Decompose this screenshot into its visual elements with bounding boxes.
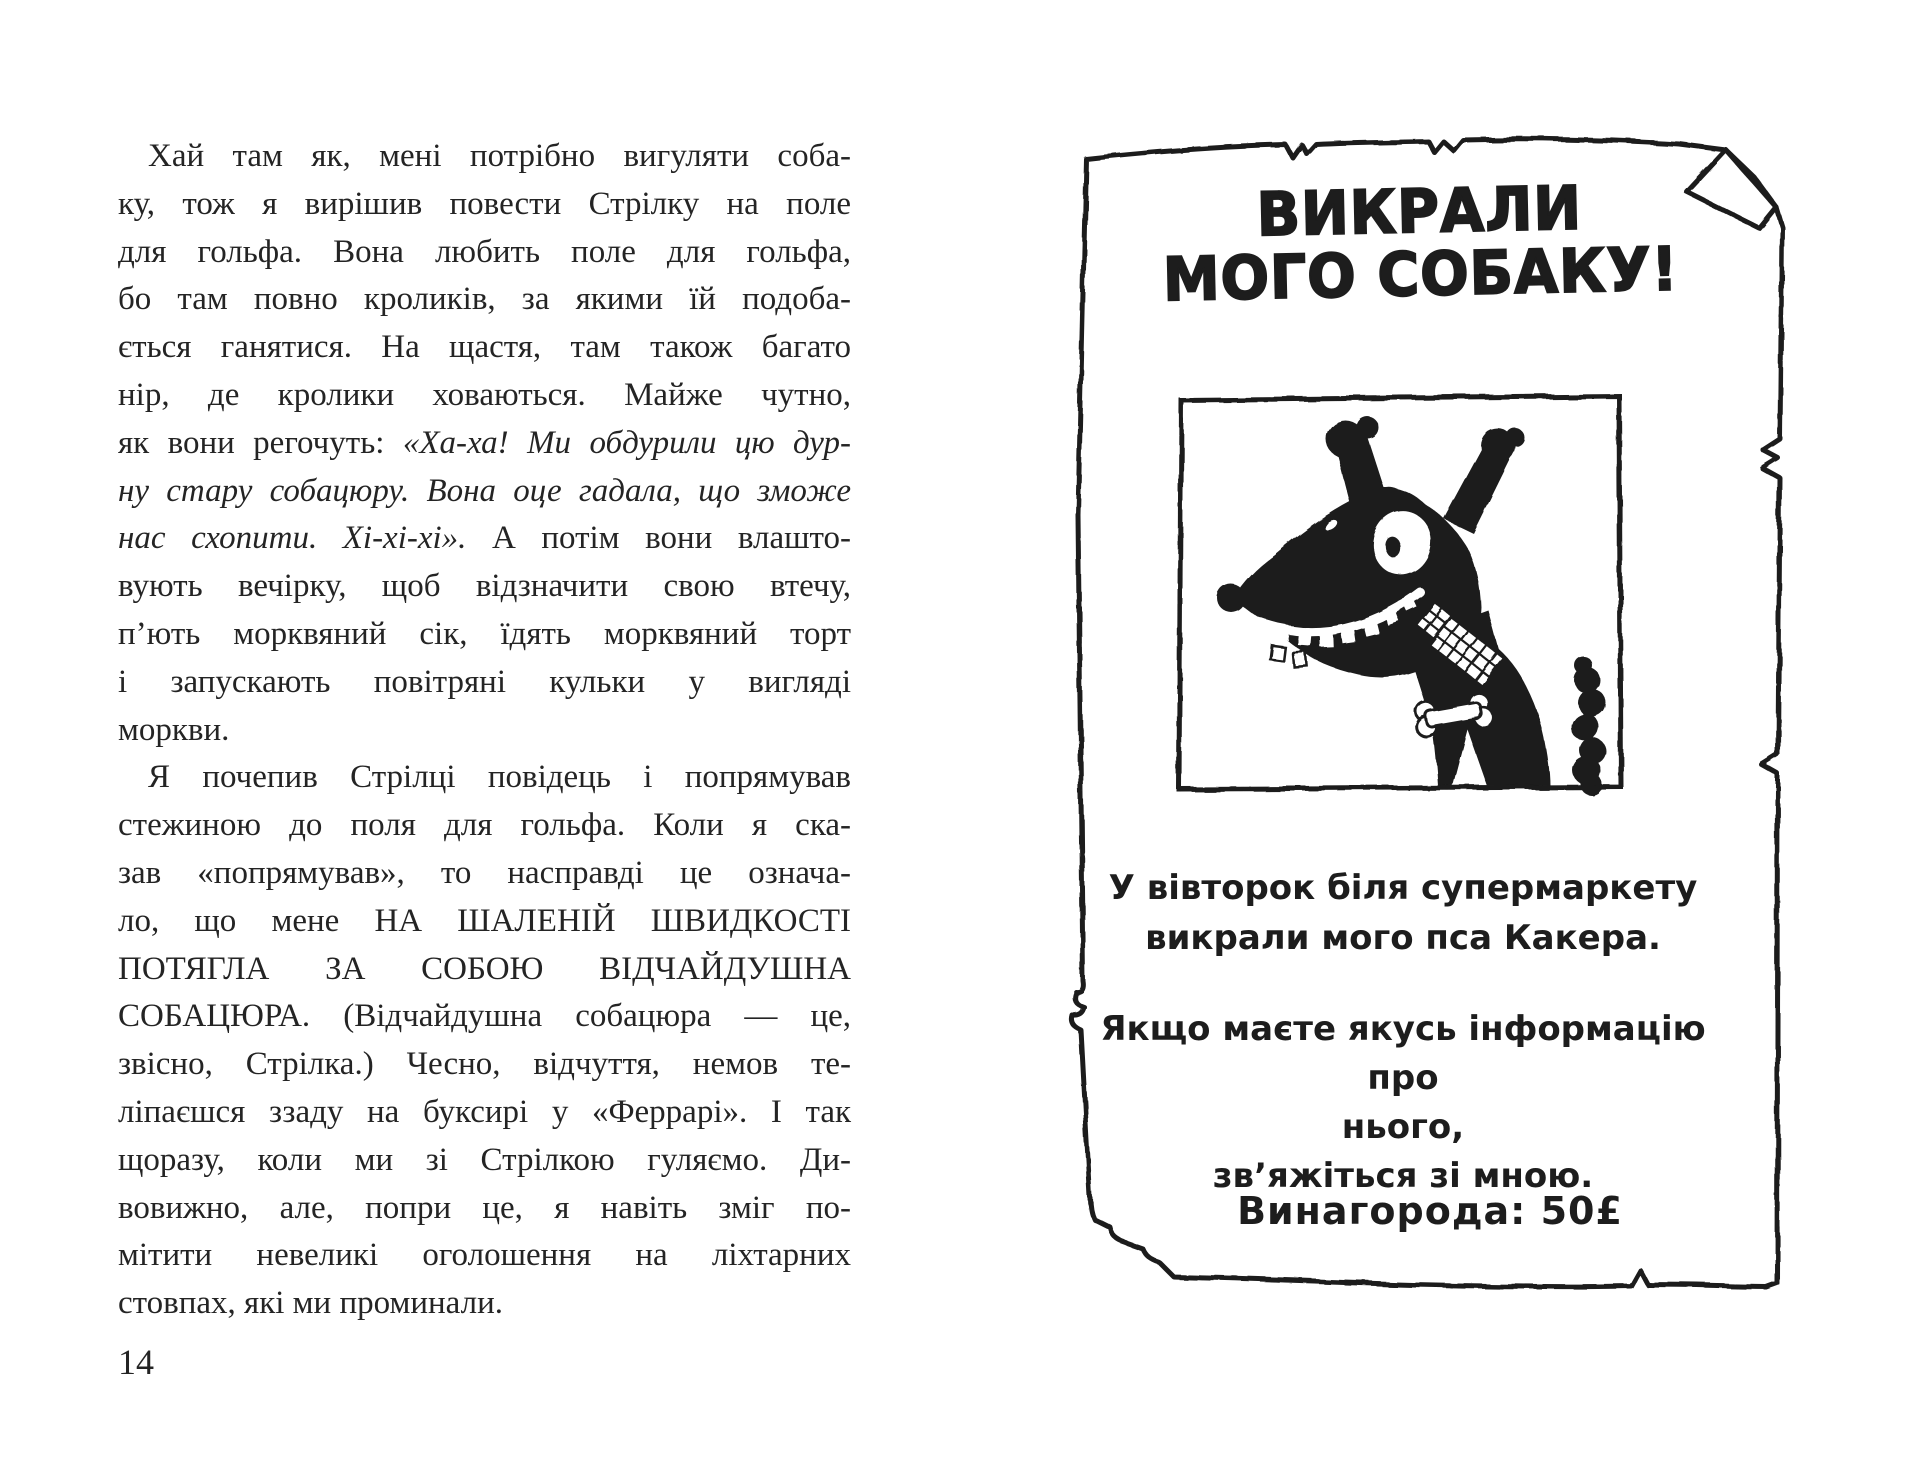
- poster-info-line: Якщо маєте якусь інформацію про: [1100, 1009, 1706, 1098]
- text-line: звісно, Стрілка.) Чесно, відчуття, немов те-: [118, 1046, 851, 1083]
- left-page: [0, 0, 880, 1477]
- text-run: як вони регочуть:: [118, 424, 403, 461]
- text-line: стовпах, які ми проминали.: [118, 1285, 503, 1322]
- text-line: ліпаєшся ззаду на буксирі у «Феррарі». І так: [118, 1093, 851, 1130]
- text-line: ло, що мене НА ШАЛЕНІЙ ШВИДКОСТІ: [118, 902, 851, 939]
- text-line: ну стару собацюру. Вона оце гадала, що зможе: [118, 472, 851, 509]
- text-line: Я почепив Стрілці повідець і попрямував: [148, 759, 851, 796]
- text-run-italic: «Ха-ха! Ми обдурили цю дур-: [402, 424, 851, 461]
- poster-reward: Винагорода: 50£: [1237, 1189, 1623, 1233]
- text-line: [118, 515, 851, 563]
- text-line: ку, тож я вирішив повести Стрілку на поле: [118, 185, 851, 222]
- text-line: Хай там як, мені потрібно вигуляти соба-: [148, 138, 851, 174]
- text-line: моркви.: [118, 711, 230, 748]
- text-line: для гольфа. Вона любить поле для гольфа,: [118, 233, 851, 270]
- poster-title: [1086, 174, 1753, 314]
- page-number: 14: [118, 1342, 154, 1382]
- poster-info-block2: [1063, 1005, 1743, 1201]
- text-line: ється ганятися. На щастя, там також багато: [118, 329, 851, 366]
- right-page-poster: [1050, 95, 1810, 1305]
- poster-info-block1: [1063, 863, 1743, 963]
- body-text: [118, 133, 851, 1328]
- poster-info-line: викрали мого пса Какера.: [1145, 918, 1661, 958]
- text-run-italic: нас схопити. Хі-хі-хі».: [118, 520, 492, 557]
- text-line: ПОТЯГЛА ЗА СОБОЮ ВІДЧАЙДУШНА: [118, 950, 851, 987]
- text-line: стежиною до поля для гольфа. Коли я ска-: [118, 807, 851, 844]
- text-line: і запускають повітряні кульки у вигляді: [118, 663, 851, 700]
- text-line: зав «попрямував», то насправді це означа-: [118, 854, 851, 891]
- poster-info-line: нього,: [1341, 1107, 1465, 1147]
- text-run: А потім вони влашто-: [491, 520, 851, 557]
- text-line: [118, 420, 851, 468]
- poster-title-line1: ВИКРАЛИ: [1255, 173, 1583, 251]
- text-line: бо там повно кроликів, за якими їй подоба-: [118, 281, 851, 318]
- text-line: вовижно, але, попри це, я навіть зміг по-: [118, 1189, 851, 1226]
- poster-info-line: У вівторок біля супермаркету: [1108, 868, 1698, 908]
- text-line: п’ють морквяний сік, їдять морквяний торт: [118, 615, 851, 652]
- text-line: щоразу, коли ми зі Стрілкою гуляємо. Ди-: [118, 1141, 851, 1178]
- text-line: мітити невеликі оголошення на ліхтарних: [118, 1237, 851, 1274]
- poster-title-line2: МОГО СОБАКУ!: [1162, 234, 1680, 316]
- text-line: вують вечірку, щоб відзначити свою втечу,: [118, 568, 851, 605]
- poster-info-line: зв’яжіться зі мною.: [1212, 1156, 1594, 1196]
- text-line: СОБАЦЮРА. (Відчайдушна собацюра — це,: [118, 998, 851, 1035]
- text-line: нір, де кролики ховаються. Майже чутно,: [118, 376, 851, 413]
